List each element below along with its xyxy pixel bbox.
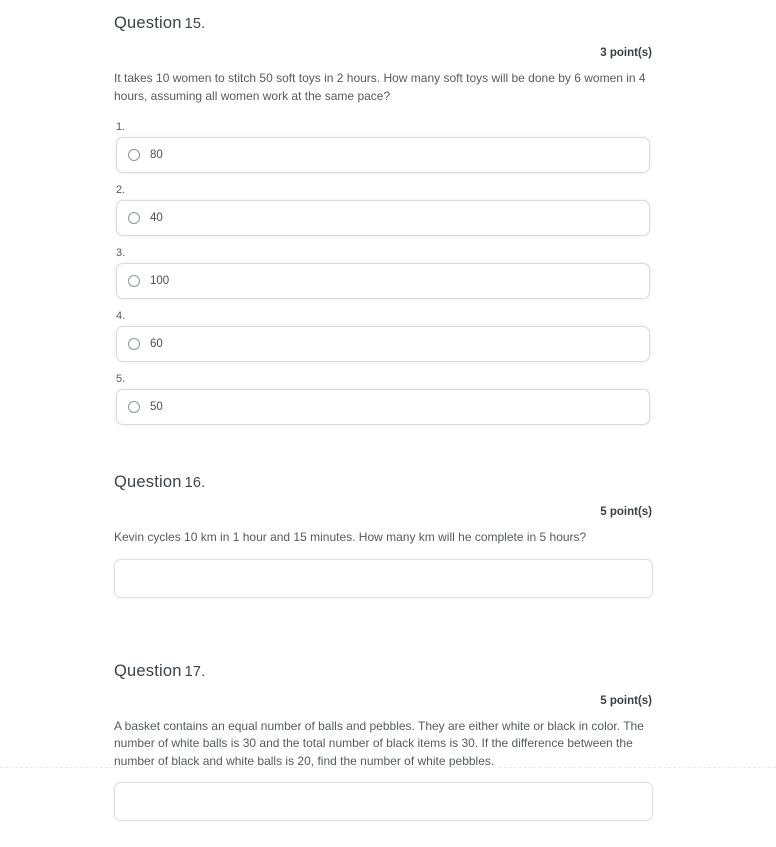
- question-heading-number: 17.: [184, 663, 206, 680]
- quiz-content: [114, 0, 662, 821]
- question-heading-label: Question: [114, 14, 182, 32]
- radio-icon[interactable]: [128, 212, 140, 224]
- question-heading-label: Question: [114, 661, 182, 680]
- question-section-16: [114, 472, 662, 598]
- answer-input[interactable]: [114, 559, 653, 598]
- radio-icon[interactable]: [128, 149, 140, 161]
- options-list: [114, 121, 662, 425]
- question-points: 5 point(s): [600, 506, 652, 518]
- option-index: 1.: [116, 121, 126, 133]
- question-text: It takes 10 women to stitch 50 soft toys in 2 hours. How many soft toys will be done by 6 women in 4 hours, assuming all women work at the same pace?: [114, 71, 646, 103]
- option-label: 40: [150, 212, 163, 224]
- question-text: Kevin cycles 10 km in 1 hour and 15 minutes. How many km will he complete in 5 hours?: [114, 530, 587, 544]
- option-label: 80: [150, 149, 163, 161]
- question-heading: [114, 661, 662, 682]
- option-choice-box[interactable]: [116, 137, 650, 173]
- question-heading: [114, 13, 662, 34]
- option-choice-box[interactable]: [116, 200, 650, 236]
- question-heading-number: 16.: [184, 475, 206, 491]
- option-item: [114, 121, 662, 173]
- option-item: [114, 184, 662, 236]
- radio-icon[interactable]: [128, 401, 140, 413]
- question-heading: [114, 472, 662, 493]
- question-section-17: [114, 661, 662, 822]
- question-points: 5 point(s): [600, 694, 652, 707]
- question-heading-label: Question: [114, 473, 182, 491]
- answer-input[interactable]: [114, 782, 653, 821]
- option-item: [114, 247, 662, 299]
- option-item: [114, 373, 662, 425]
- question-section-15: [114, 13, 662, 425]
- option-choice-box[interactable]: [116, 326, 650, 362]
- option-choice-box[interactable]: [116, 263, 650, 299]
- question-text: A basket contains an equal number of balls and pebbles. They are either white or black in color. The number of white balls is 30 and the total number of black items is 30. If the difference between the number of black and white balls is 20, find the number of white pebbles.: [114, 718, 644, 768]
- option-label: 100: [150, 275, 170, 287]
- question-points: 3 point(s): [600, 47, 652, 59]
- option-index: 4.: [116, 310, 126, 322]
- option-item: [114, 310, 662, 362]
- radio-icon[interactable]: [128, 275, 140, 287]
- dashed-divider: [0, 767, 776, 768]
- option-choice-box[interactable]: [116, 389, 650, 425]
- option-index: 2.: [116, 184, 126, 196]
- option-index: 3.: [116, 247, 126, 259]
- radio-icon[interactable]: [128, 338, 140, 350]
- option-label: 60: [150, 338, 163, 350]
- option-label: 50: [150, 401, 163, 413]
- question-heading-number: 15.: [184, 16, 206, 32]
- option-index: 5.: [116, 373, 126, 385]
